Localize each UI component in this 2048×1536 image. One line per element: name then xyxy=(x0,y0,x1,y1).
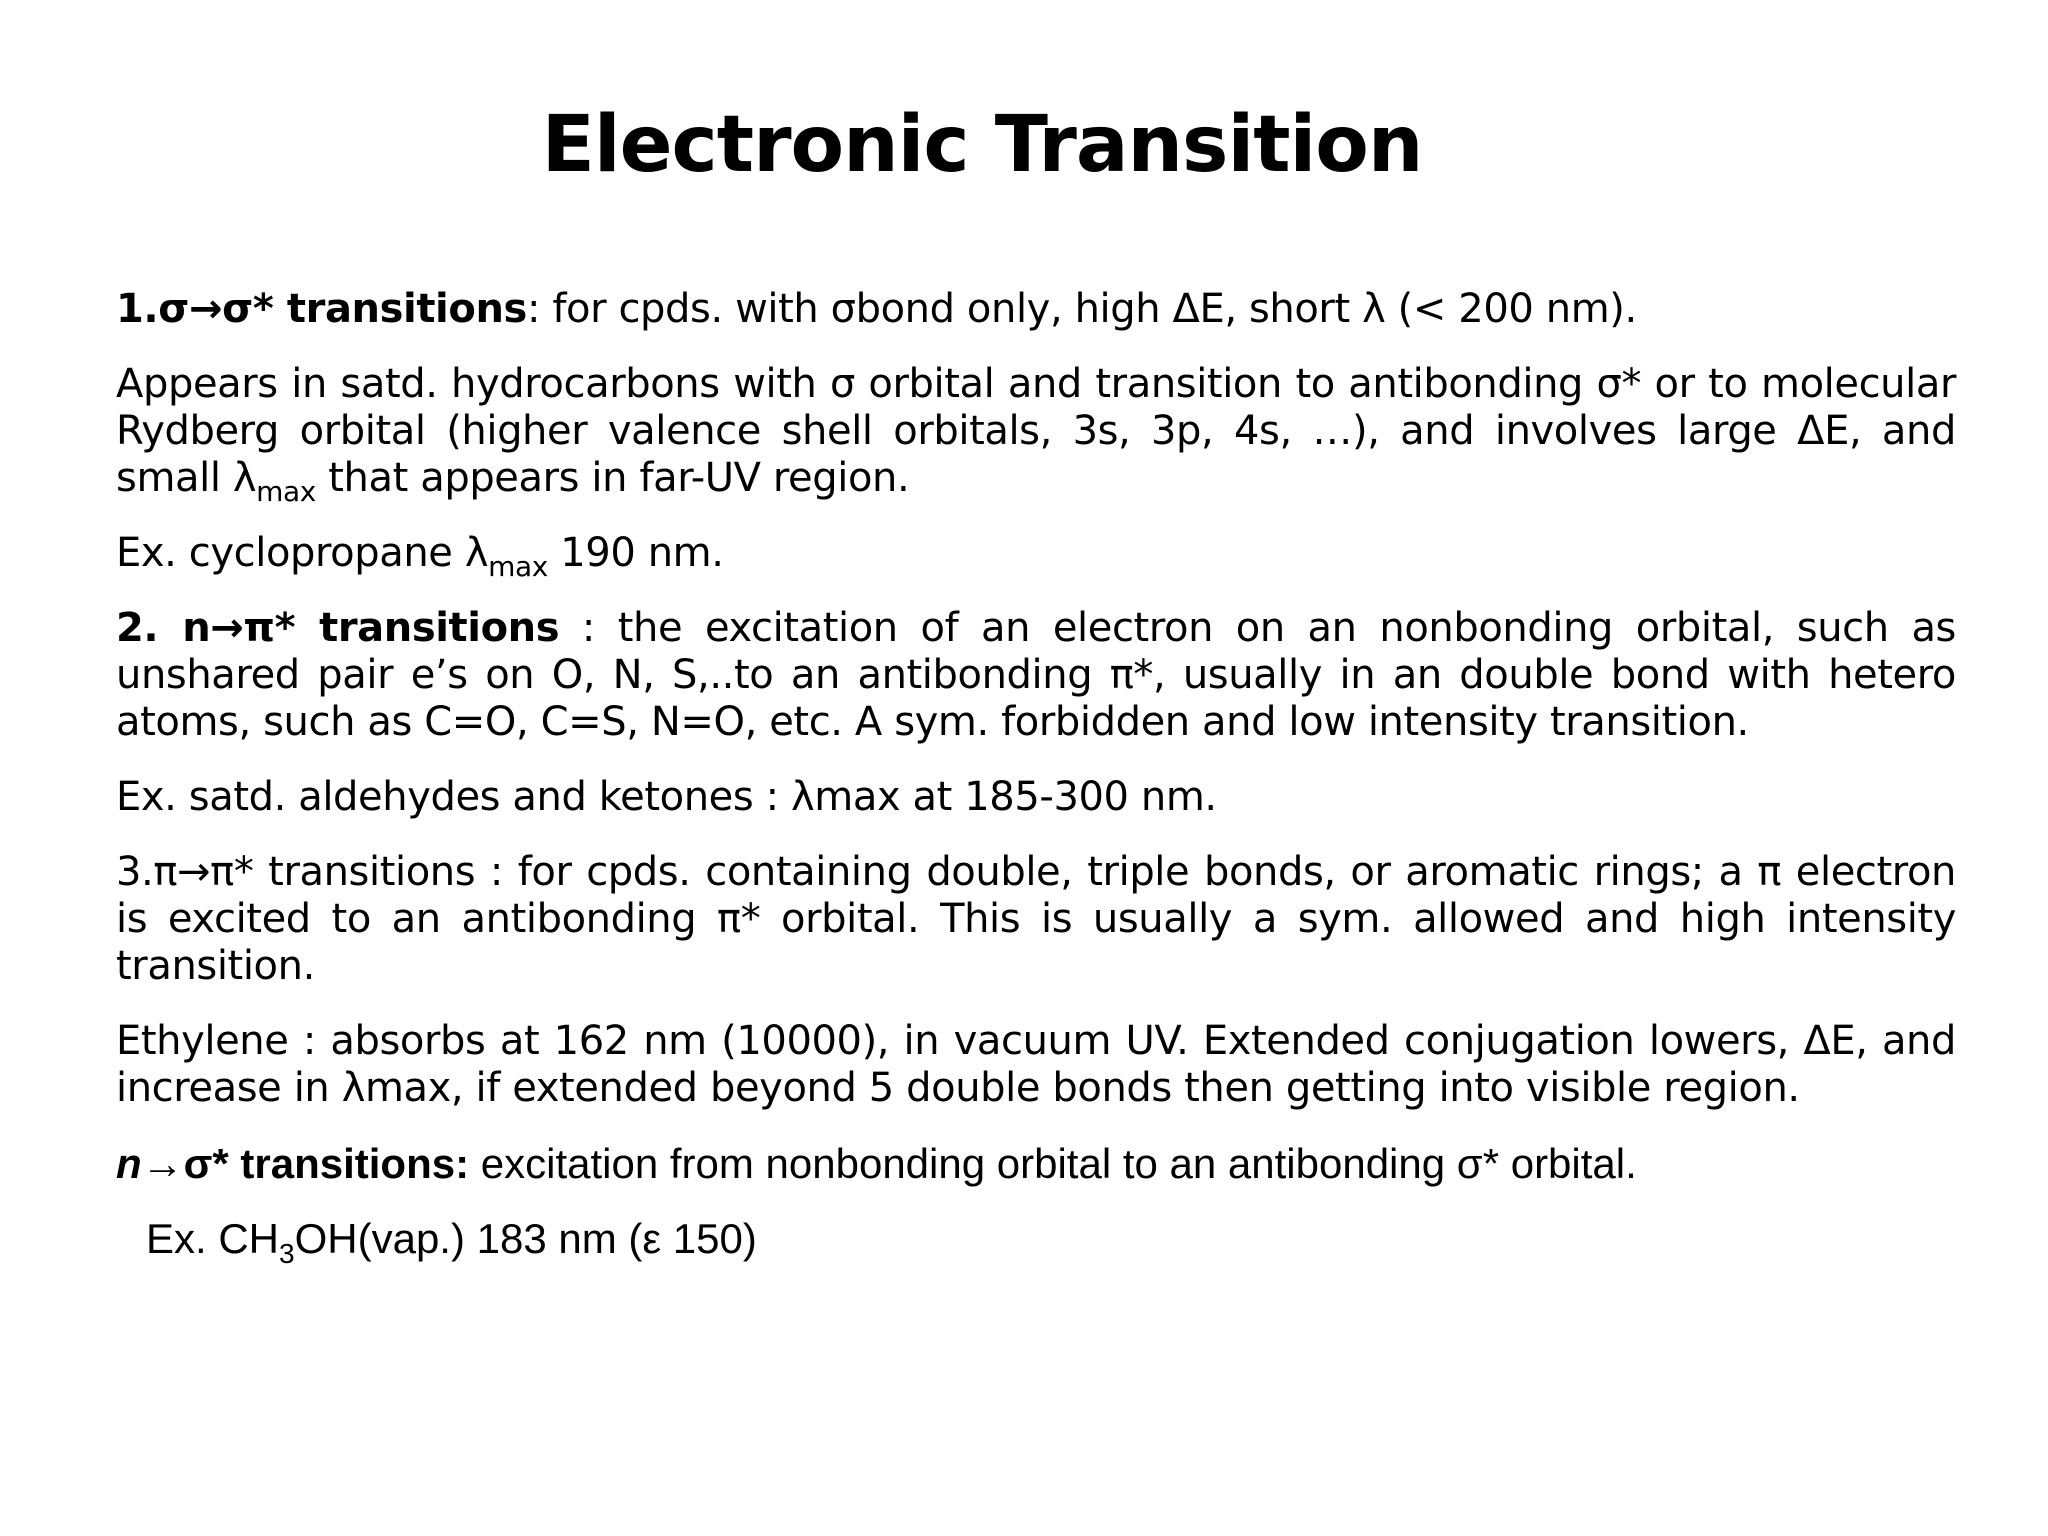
slide-title: Electronic Transition xyxy=(541,100,1423,190)
sigma-sigma-heading xyxy=(116,286,1956,333)
n-pi-description: : the excitation of an electron on an nonbonding orbital, such as unshared pair e’s on O, N, S,..to an antibonding π*, usually in an double bond with hetero atoms, such as C=O, C=S, N=O, etc. A sym. forbidden and low intensity transition. xyxy=(116,605,1957,745)
n-pi-paragraph xyxy=(116,605,1956,746)
methanol-example xyxy=(116,1215,1956,1269)
n-sigma-title-rest: →σ* transitions: xyxy=(141,1140,470,1187)
cyclopropane-example-text: Ex. cyclopropane λ xyxy=(116,530,489,576)
methanol-example-text: Ex. CH xyxy=(146,1215,280,1262)
sigma-sigma-example xyxy=(116,530,1956,583)
sigma-sigma-title: σ→σ* transitions xyxy=(158,286,527,332)
sigma-sigma-description xyxy=(116,361,1956,508)
n-sigma-title xyxy=(116,1140,469,1187)
n-pi-example: Ex. satd. aldehydes and ketones : λmax at 185-300 nm. xyxy=(116,774,1217,820)
sigma-sigma-num: 1. xyxy=(116,286,159,332)
methyl-subscript: 3 xyxy=(279,1238,295,1269)
sigma-sigma-desc-text: Appears in satd. hydrocarbons with σ orbital and transition to antibonding σ* or to molecular Rydberg orbital (higher valence shell orbitals, 3s, 3p, 4s, …), and involves large ΔE, and small λ xyxy=(116,361,1956,501)
sigma-sigma-summary: : for cpds. with σbond only, high ΔE, short λ (< 200 nm). xyxy=(526,286,1637,332)
sigma-sigma-desc-tail: that appears in far-UV region. xyxy=(315,455,910,501)
cyclopropane-example-value: 190 nm. xyxy=(547,530,724,576)
n-sigma-title-n: n xyxy=(116,1140,142,1187)
ethylene-paragraph: Ethylene : absorbs at 162 nm (10000), in vacuum UV. Extended conjugation lowers, ΔE, and increase in λmax, if extended beyond 5 double bonds then getting into visible region. xyxy=(116,1018,1956,1111)
n-sigma-description: excitation from nonbonding orbital to an antibonding σ* orbital. xyxy=(469,1140,1637,1187)
slide-body xyxy=(116,286,1956,1290)
lambda-max-subscript: max xyxy=(488,550,548,583)
n-sigma-paragraph xyxy=(116,1140,1956,1187)
methanol-example-value: OH(vap.) 183 nm (ε 150) xyxy=(294,1215,757,1262)
pi-pi-paragraph: 3.π→π* transitions : for cpds. containing double, triple bonds, or aromatic rings; a π electron is excited to an antibonding π* orbital. This is usually a sym. allowed and high intensity transition. xyxy=(116,849,1956,989)
n-pi-title: 2. n→π* transitions xyxy=(116,605,560,651)
lambda-max-subscript: max xyxy=(256,475,316,508)
